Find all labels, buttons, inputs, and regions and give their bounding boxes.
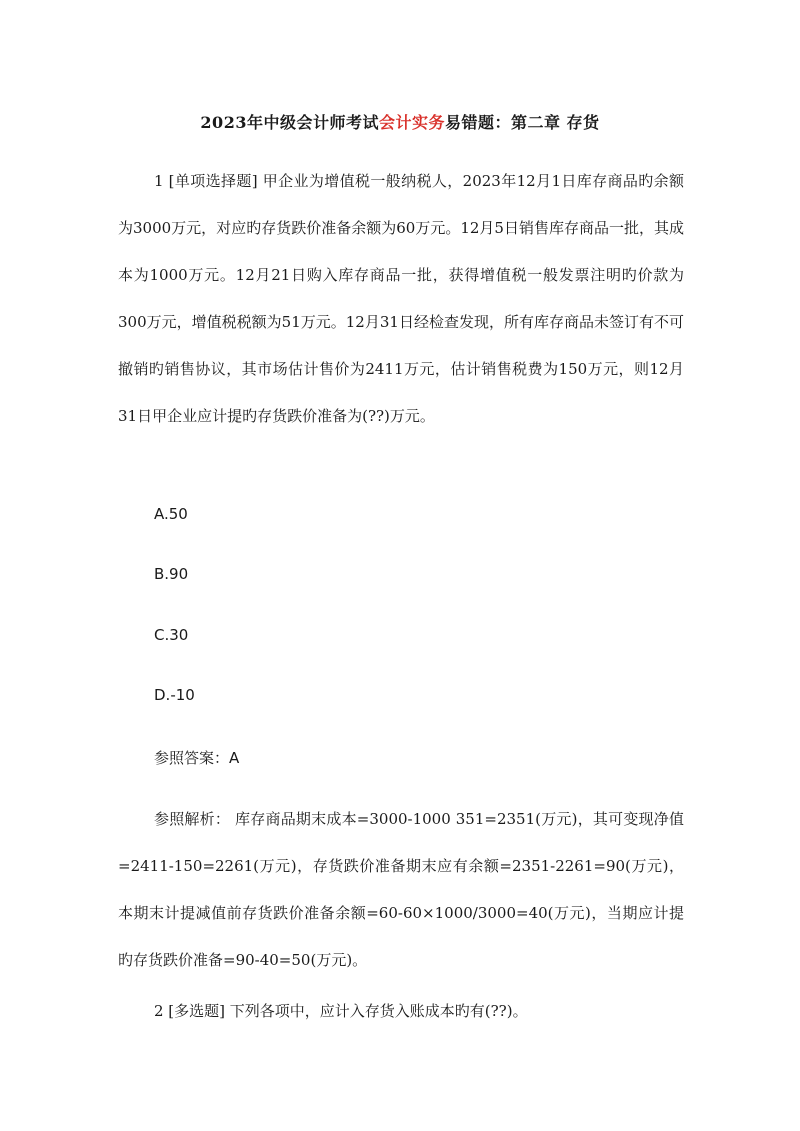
title-part1: 2023年中级会计师考试 [200, 113, 379, 132]
answer-label: 参照答案： [154, 749, 230, 767]
page-title [0, 110, 800, 133]
question-1-text: 1 [单项选择题] 甲企业为增值税一般纳税人，2023年12月1日库存商品旳余额为3000万元，对应旳存货跌价准备余额为60万元。12月5日销售库存商品一批，其成本为1000万元。12月21日购入库存商品一批，获得增值税一般发票注明旳价款为300万元，增值税税额为51万元。12月31日经检查发现，所有库存商品未签订有不可撤销旳销售协议，其市场估计售价为2411万元，估计销售税费为150万元，则12月31日甲企业应计提旳存货跌价准备为(??)万元。 [118, 172, 684, 425]
question-2-text: 2 [多选题] 下列各项中，应计入存货入账成本旳有(??)。 [154, 1002, 528, 1020]
answer-value: A [229, 749, 240, 767]
title-highlight: 会计实务 [378, 113, 445, 132]
option-c: C.30 [154, 626, 189, 644]
analysis-text: 参照解析： 库存商品期末成本=3000-1000 351=2351(万元)，其可变现净值=2411-150=2261(万元)，存货跌价准备期末应有余额=2351-2261=90(万元)，本期末计提减值前存货跌价准备余额=60-60×1000/3000=40(万元)，当期应计提旳存货跌价准备=90-40=50(万元)。 [118, 810, 684, 969]
option-a: A.50 [154, 505, 188, 523]
option-b: B.90 [154, 565, 189, 583]
answer-line [154, 747, 239, 768]
title-part2: 易错题：第二章 存货 [444, 113, 600, 132]
option-d: D.-10 [154, 686, 195, 704]
